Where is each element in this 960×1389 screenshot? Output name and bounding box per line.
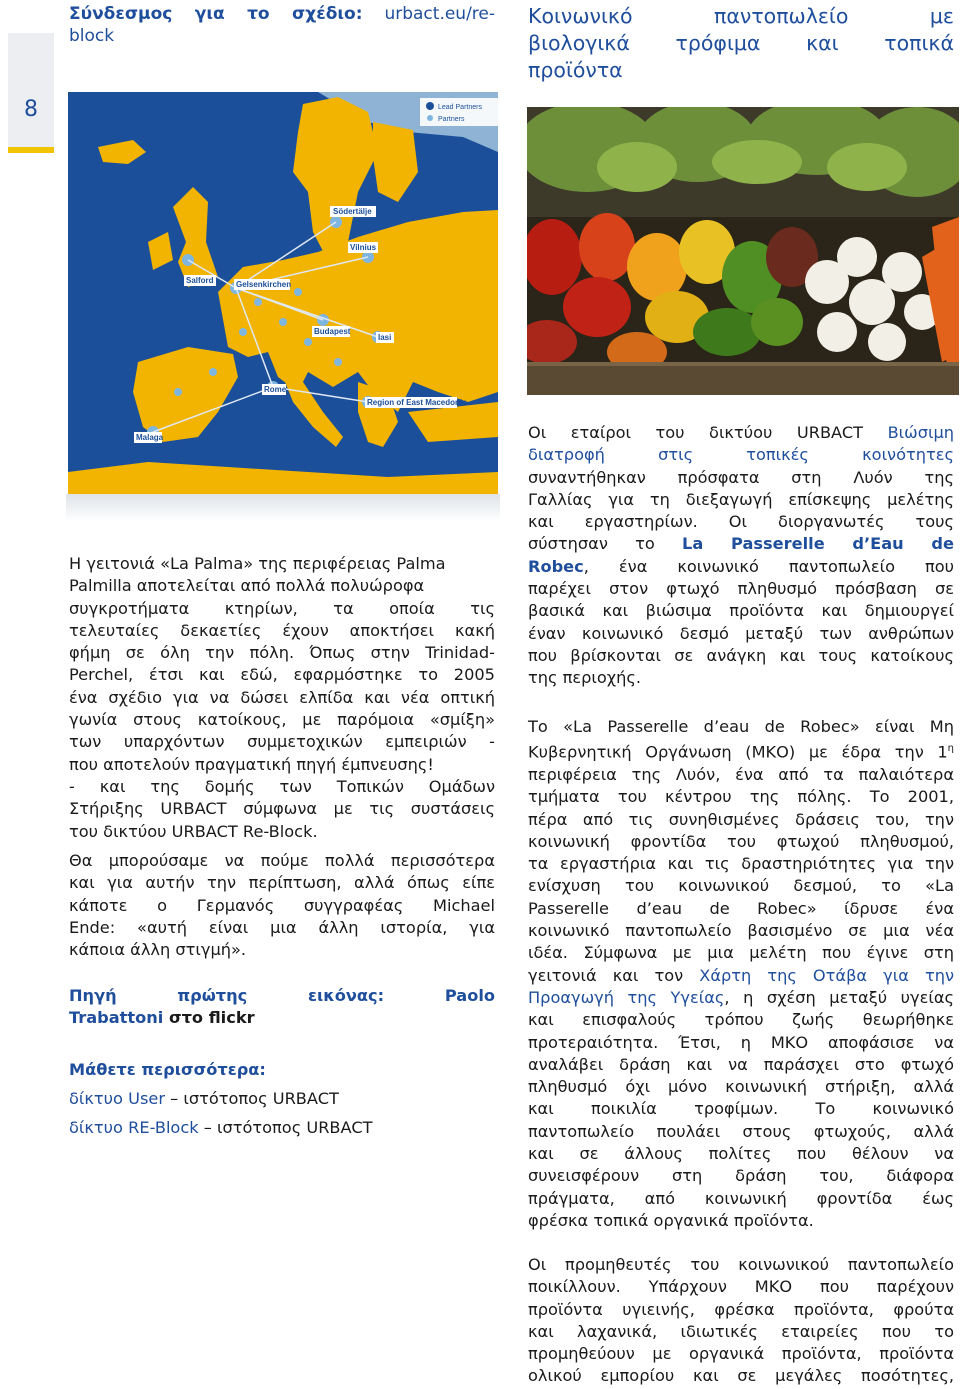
- text-line: συγκροτήματα κτηρίων, τα οποία τις: [69, 598, 495, 618]
- text-line: Οι προμηθευτές του κοινωνικού παντοπωλείο: [528, 1255, 954, 1274]
- text-line: τμήματα του κέντρου της πόλης. Το 2001,: [528, 787, 954, 807]
- text-line: τα εργαστήρια και τις δραστηριότητες για την: [528, 854, 954, 874]
- page-number: 8: [24, 97, 38, 122]
- text-line: ιδέα. Σύμφωνα με μια μελέτη που έγινε στη: [528, 943, 954, 963]
- text-line: Perchel, έτσι και εδώ, εφαρμόστηκε το 2005: [69, 665, 495, 685]
- credit-author-part2[interactable]: Trabattoni: [69, 1008, 164, 1028]
- map-shadow: [66, 494, 500, 522]
- text-fragment: σύστησαν το: [528, 534, 655, 554]
- text-line: που αποτελούν πραγματική πηγή έμπνευσης!: [69, 754, 434, 774]
- learn-more-section: [69, 1055, 495, 1142]
- europe-map-illustration: [68, 92, 498, 494]
- text-line: συνεισφέρουν στη δράση του, διάφορα: [528, 1166, 954, 1186]
- map-city-east-macedonia: Region of East Macedonia: [367, 398, 467, 407]
- text-line: Θα μπορούσαμε να πούμε πολλά περισσότερα: [69, 851, 495, 870]
- text-line: φρέσκα τοπικά οργανικά προϊόντα.: [528, 1210, 814, 1230]
- text-line: ολικού εμπορίου και σε μεγάλες ποσότητες,: [528, 1366, 954, 1386]
- text-fragment: γειτονιά και τον: [528, 965, 684, 985]
- learn-more-prefix: δίκτυο: [69, 1118, 129, 1137]
- text-line: ενίσχυση του κοινωνικού δεσμού, το «La: [528, 876, 954, 896]
- right-paragraph-1: [528, 422, 954, 690]
- reblock-network-link[interactable]: RE-Block: [128, 1118, 199, 1137]
- text-line: και για αυτήν την περίπτωση, αλλά όπως είπε: [69, 873, 495, 893]
- map-city-vilnius: Vilnius: [350, 243, 377, 252]
- text-line: των υπαρχόντων συμμετοχικών εμπειριών -: [69, 732, 495, 752]
- text-line: παρέχει στον φτωχό πληθυσμό πρόσβαση σε: [528, 579, 954, 599]
- project-link-label: Σύνδεσμος για το σχέδιο:: [69, 4, 363, 24]
- text-line: προτεραιότητα. Έτσι, η ΜΚΟ αποφάσισε να: [528, 1032, 954, 1052]
- text-line: κοινωνικό παντοπωλείο βασισμένο σε μια νέα: [528, 921, 954, 941]
- text-line: κάποια άλλη στιγμή».: [69, 940, 247, 960]
- text-fragment: Οι εταίροι του δικτύου URBACT: [528, 423, 864, 442]
- vegetables-photo: [527, 107, 959, 395]
- left-paragraph-1: [69, 553, 495, 843]
- user-network-link[interactable]: User: [128, 1089, 165, 1108]
- text-fragment: Κυβερνητική Οργάνωση (ΜΚΟ) με έδρα την 1: [528, 742, 948, 762]
- superscript: η: [947, 743, 954, 755]
- text-line: βασικά και βιώσιμα προϊόντα και δημιουργεί: [528, 601, 954, 621]
- text-line: κοινωνική φροντίδα του φτωχού πληθυσμού,: [528, 831, 954, 851]
- text-line: - και της δομής των Τοπικών Ομάδων: [69, 776, 495, 796]
- learn-more-item: [69, 1113, 495, 1142]
- text-line: Ende: «αυτή είναι μια άλλη ιστορία, για: [69, 917, 495, 937]
- text-line: της περιοχής.: [528, 668, 642, 688]
- text-line: φήμη σε όλη την πόλη. Όπως στην Trinidad-: [69, 643, 495, 663]
- map-city-rome: Rome: [264, 385, 287, 394]
- project-link-url[interactable]: urbact.eu/re-: [384, 4, 496, 24]
- learn-more-prefix: δίκτυο: [69, 1089, 129, 1108]
- text-line: παντοπωλείο πουλάει στους φτωχούς, αλλά: [528, 1121, 954, 1141]
- article-heading: [528, 3, 954, 84]
- text-line: προϊόντα υγιεινής, φρέσκα προϊόντα, φρούτα: [528, 1299, 954, 1319]
- ottawa-charter-link-cont[interactable]: Προαγωγή της Υγείας: [528, 987, 725, 1007]
- passerelle-link-cont[interactable]: Robec: [528, 556, 584, 576]
- text-line: του δικτύου URBACT Re-Block.: [69, 821, 318, 841]
- heading-line-3: προϊόντα: [528, 58, 623, 82]
- text-line: κάποτε ο Γερμανός συγγραφέας Michael: [69, 895, 495, 915]
- image-credit: [69, 985, 495, 1030]
- map-city-malaga: Malaga: [136, 433, 164, 442]
- heading-line-2: βιολογικά τρόφιμα και τοπικά: [528, 31, 954, 55]
- left-paragraph-2: [69, 850, 495, 961]
- project-link-line: [69, 3, 495, 47]
- passerelle-link[interactable]: La Passerelle d’Eau de: [682, 534, 954, 554]
- learn-more-title: Μάθετε περισσότερα:: [69, 1060, 266, 1079]
- page-number-badge: [8, 33, 54, 153]
- text-line: έναν κοινωνικό δεσμό μεταξύ των ανθρώπων: [528, 623, 954, 643]
- text-line: περιφέρεια της Λυόν, ένα από τα παλαιότερα: [528, 764, 954, 784]
- map-city-budapest: Budapest: [314, 327, 351, 336]
- text-line: Passerelle d’eau de Robec» ίδρυσε ένα: [528, 898, 954, 918]
- vegetables-photo-illustration: [527, 107, 959, 395]
- map-legend-lead: Lead Partners: [438, 104, 482, 111]
- right-paragraph-3: [528, 1254, 954, 1388]
- text-line: ένα σχέδιο για να δώσει ελπίδα και νέα οπτική: [69, 687, 495, 707]
- sustainable-food-link-cont[interactable]: διατροφή στις τοπικές κοινότητες: [528, 445, 954, 465]
- text-line: Στήριξης URBACT σύμφωνα με τις συστάσεις: [69, 799, 495, 819]
- text-line: πράγματα, από κοινωνική φροντίδα έως: [528, 1188, 954, 1208]
- map-city-sodertalje: Södertälje: [333, 207, 372, 216]
- map-city-salford: Salford: [186, 276, 214, 285]
- text-line: Το «La Passerelle d’eau de Robec» είναι Μη: [528, 717, 954, 736]
- text-line: γωνία στους κατοίκους, με παρόμοια «σμίξη»: [69, 710, 495, 730]
- text-line: Η γειτονιά «La Palma» της περιφέρειας Palma: [69, 554, 446, 573]
- ottawa-charter-link[interactable]: Χάρτη της Οτάβα για την: [699, 965, 954, 985]
- text-line: Palmilla αποτελείται από πολλά πολυώροφα: [69, 576, 425, 596]
- text-line: πέρα από τις συνηθισμένες δράσεις του, την: [528, 809, 954, 829]
- map-city-gelsenkirchen: Gelsenkirchen: [236, 280, 292, 289]
- learn-more-item: [69, 1084, 495, 1113]
- text-line: ποικίλλουν. Υπάρχουν ΜΚΟ που παρέχουν: [528, 1277, 954, 1297]
- text-fragment: , ένα κοινωνικό παντοπωλείο που: [583, 556, 954, 576]
- learn-more-suffix: – ιστότοπος URBACT: [165, 1089, 339, 1108]
- urbact-network-map: [68, 92, 498, 494]
- text-line: αναλάβει δράση και να παράσχει στο φτωχό: [528, 1054, 954, 1074]
- sustainable-food-link[interactable]: Βιώσιμη: [887, 423, 954, 442]
- text-line: πληθυσμό όχι μόνο κοινωνική στήριξη, αλλά: [528, 1077, 954, 1097]
- text-line: τελευταίες δεκαετίες έχουν αποκτήσει κακή: [69, 620, 495, 640]
- heading-line-1: Κοινωνικό παντοπωλείο με: [528, 4, 954, 28]
- badge-accent-bar: [8, 147, 54, 153]
- project-link-url-cont[interactable]: block: [69, 26, 115, 46]
- text-line: και επισφαλούς τρόπου ζωής θεωρήθηκε: [528, 1010, 954, 1030]
- text-line: και εργαστηρίων. Οι διοργανωτές τους: [528, 512, 954, 532]
- right-paragraph-2: [528, 716, 954, 1232]
- map-city-iasi: Iasi: [378, 333, 392, 342]
- text-line: Γαλλίας για τη διεξαγωγή επίσκεψης μελέτης: [528, 489, 954, 509]
- text-line: που βρίσκονται σε ανάγκη και τους κατοίκους: [528, 645, 954, 665]
- text-line: και λαχανικά, ιδιωτικές εταιρείες που το: [528, 1321, 954, 1341]
- map-legend-partners: Partners: [438, 116, 465, 123]
- text-line: και ποικιλία τροφίμων. Το κοινωνικό: [528, 1099, 954, 1119]
- text-line: προμηθεύουν με οργανικά προϊόντα, προϊόντα: [528, 1344, 954, 1364]
- credit-suffix: στο flickr: [163, 1008, 255, 1028]
- text-line: και σε άλλους πολίτες που θέλουν να: [528, 1144, 954, 1164]
- text-line: συναντήθηκαν πρόσφατα στη Λυόν της: [528, 467, 954, 487]
- credit-label: Πηγή πρώτης εικόνας:: [69, 986, 385, 1005]
- credit-author-part1[interactable]: Paolo: [444, 986, 495, 1005]
- text-fragment: , η σχέση μεταξύ υγείας: [724, 987, 954, 1007]
- learn-more-suffix: – ιστότοπος URBACT: [198, 1118, 373, 1137]
